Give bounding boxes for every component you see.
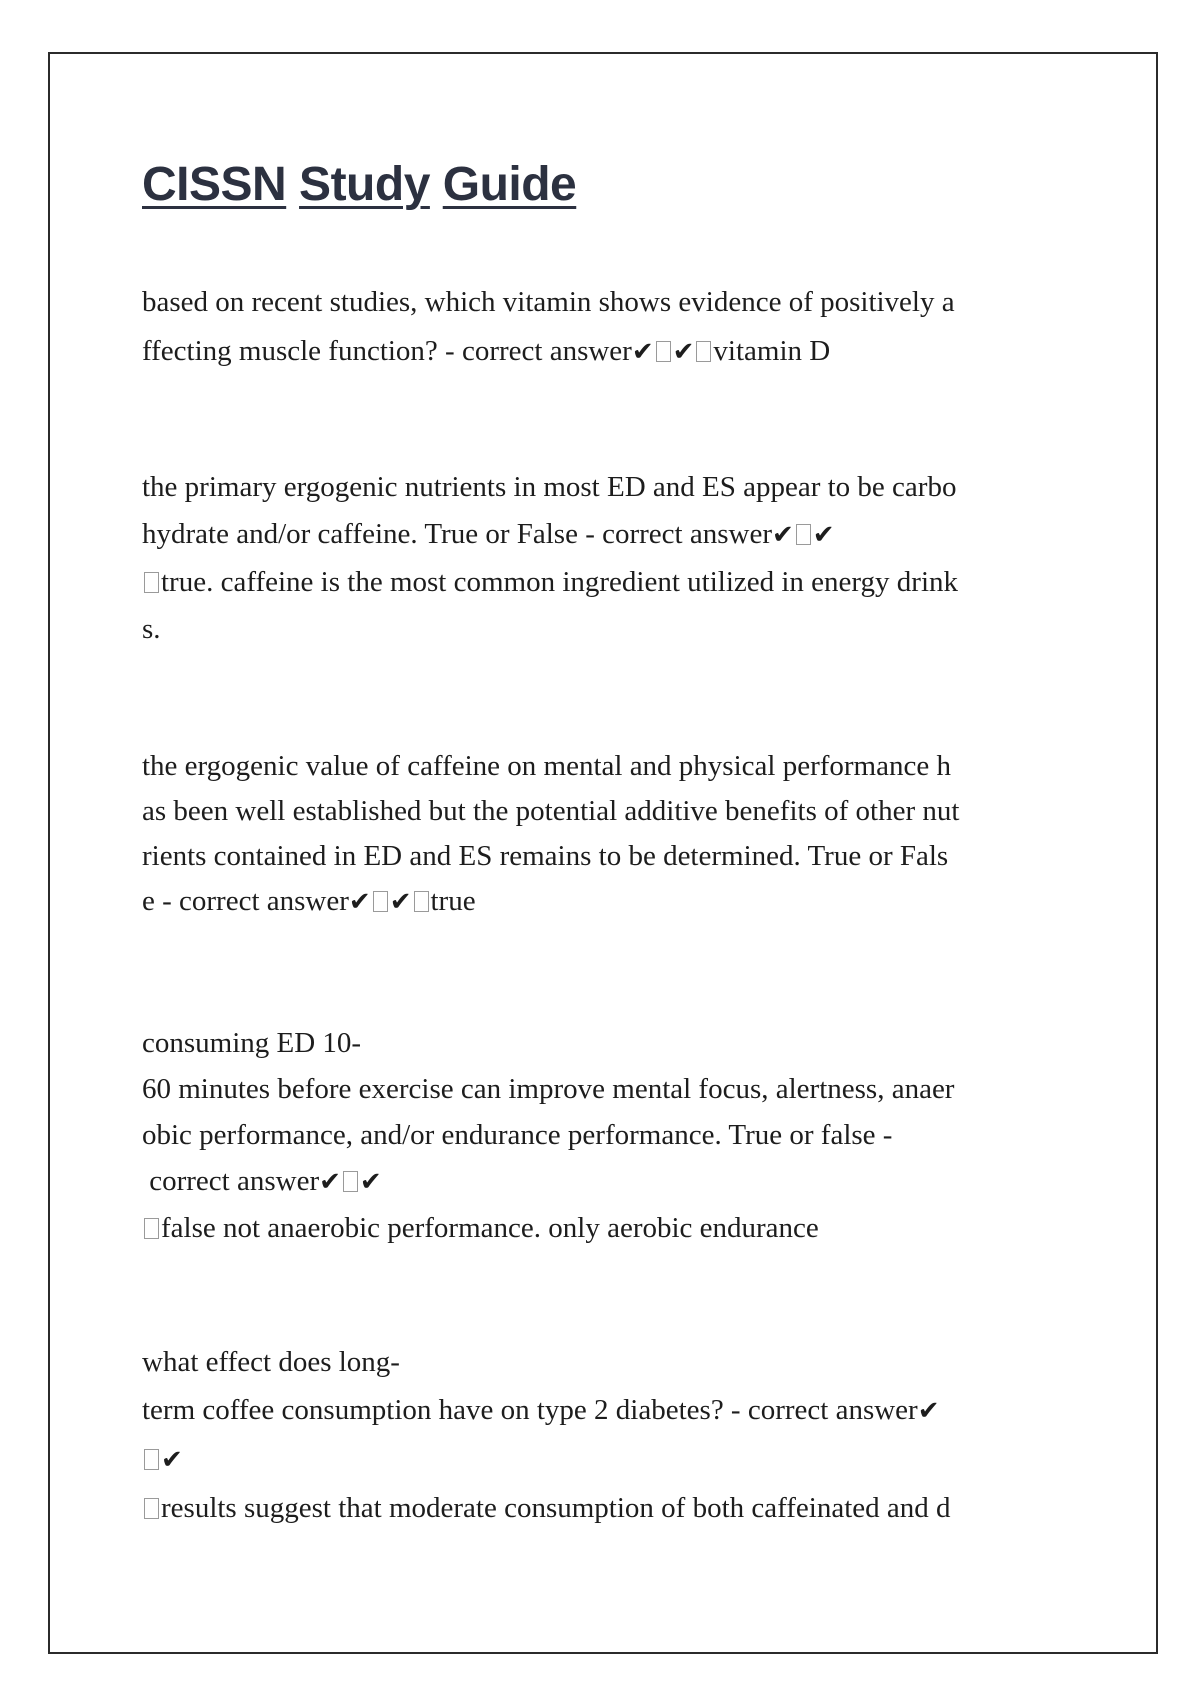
qa-entry-1 [142,278,1062,377]
title-word: Study [299,158,430,211]
text-line [142,606,1062,653]
text-line [142,744,1062,789]
missing-glyph-box-icon [414,891,429,912]
text-line [142,1435,1062,1484]
text-segment: the ergogenic value of caffeine on mental and physical performance h [142,750,951,782]
text-segment: true [430,885,476,917]
missing-glyph-box-icon [343,1171,358,1192]
text-segment: consuming ED 10- [142,1027,362,1059]
page-title [142,155,576,215]
text-line [142,511,1062,559]
missing-glyph-box-icon [696,341,711,362]
text-segment: e - correct answer [142,885,349,917]
missing-glyph-box-icon [144,1449,159,1470]
qa-entry-3 [142,744,1062,925]
text-segment: what effect does long- [142,1346,400,1378]
missing-glyph-box-icon [144,572,159,593]
text-segment: correct answer [142,1165,320,1197]
text-segment: as been well established but the potential additive benefits of other nut [142,795,960,827]
text-segment: true. caffeine is the most common ingredient utilized in energy drink [161,566,959,598]
text-segment: term coffee consumption have on type 2 diabetes? - correct answer [142,1394,918,1426]
text-segment: 60 minutes before exercise can improve mental focus, alertness, anaer [142,1073,955,1105]
text-line [142,789,1062,834]
check-mark-icon: ✔ [917,1396,940,1426]
text-line [142,1112,1062,1158]
text-segment: ffecting muscle function? - correct answer [142,335,632,367]
text-line [142,1338,1062,1386]
text-line [142,879,1062,925]
check-mark-icon: ✔ [631,337,654,367]
missing-glyph-box-icon [656,341,671,362]
check-mark-icon: ✔ [161,1445,183,1475]
check-mark-icon: ✔ [319,1167,341,1197]
text-line [142,559,1062,606]
check-mark-icon: ✔ [389,887,412,917]
missing-glyph-box-icon [144,1498,159,1519]
check-mark-icon: ✔ [359,1167,382,1197]
text-segment: rients contained in ED and ES remains to be determined. True or Fals [142,840,949,872]
title-word: Guide [442,158,577,211]
qa-entry-5 [142,1338,1062,1532]
qa-entry-4 [142,1020,1062,1251]
missing-glyph-box-icon [144,1218,159,1239]
text-line [142,834,1062,879]
text-line [142,278,1062,327]
text-segment: s. [142,613,161,645]
check-mark-icon: ✔ [672,337,695,367]
check-mark-icon: ✔ [771,520,794,550]
text-segment: results suggest that moderate consumption of both caffeinated and d [161,1492,951,1524]
text-segment: vitamin D [713,335,831,367]
qa-entry-2 [142,464,1062,653]
text-segment: based on recent studies, which vitamin shows evidence of positively a [142,286,955,318]
text-line [142,1158,1062,1205]
text-segment: hydrate and/or caffeine. True or False - correct answer [142,518,772,550]
missing-glyph-box-icon [373,891,388,912]
text-line [142,1484,1062,1532]
title-word: CISSN [142,158,287,211]
text-line [142,1386,1062,1435]
text-segment: the primary ergogenic nutrients in most ED and ES appear to be carbo [142,471,957,503]
text-line [142,464,1062,511]
text-line [142,1020,1062,1066]
missing-glyph-box-icon [796,524,811,545]
text-line [142,1066,1062,1112]
check-mark-icon: ✔ [812,520,835,550]
text-segment: obic performance, and/or endurance performance. True or false - [142,1119,893,1151]
text-segment: false not anaerobic performance. only aerobic endurance [161,1212,819,1244]
text-line [142,1205,1062,1251]
check-mark-icon: ✔ [348,887,371,917]
text-line [142,327,1062,377]
